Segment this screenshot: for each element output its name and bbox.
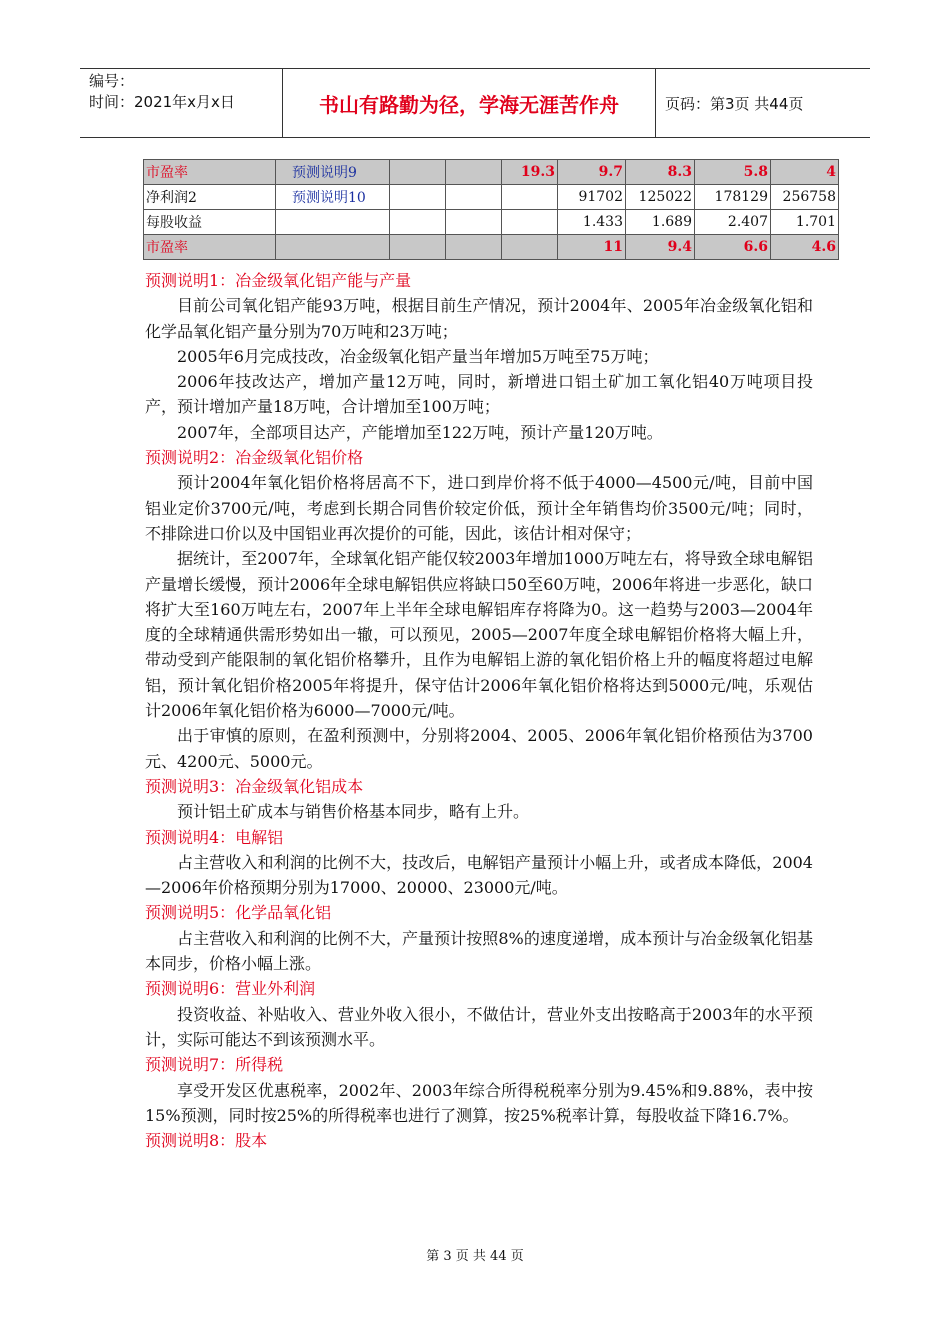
empty-cell — [390, 160, 446, 185]
empty-cell — [446, 160, 502, 185]
value-cell: 1.689 — [626, 210, 695, 235]
value-cell: 125022 — [626, 185, 695, 210]
value-cell: 4.6 — [771, 235, 839, 260]
document-body — [145, 268, 813, 1153]
page-footer: 第 3 页 共 44 页 — [426, 1249, 524, 1264]
empty-cell — [446, 185, 502, 210]
value-cell — [502, 235, 558, 260]
paragraph: 享受开发区优惠税率，2002年、2003年综合所得税税率分别为9.45%和9.88%，表中按15%预测，同时按25%的所得税率也进行了测算，按25%税率计算，每股收益下降16.7%。 — [145, 1080, 813, 1125]
page-number-label: 页码：第3页 共44页 — [665, 94, 804, 113]
section-heading: 预测说明7：所得税 — [145, 1055, 284, 1075]
value-cell: 9.4 — [626, 235, 695, 260]
table-row — [144, 185, 839, 210]
row-label: 市盈率 — [144, 160, 276, 185]
row-note — [276, 210, 390, 235]
paragraph: 预计铝土矿成本与销售价格基本同步，略有上升。 — [177, 802, 530, 822]
section-heading: 预测说明2：冶金级氧化铝价格 — [145, 448, 364, 468]
value-cell: 19.3 — [502, 160, 558, 185]
section-heading: 预测说明8：股本 — [145, 1131, 268, 1151]
table-row — [144, 235, 839, 260]
value-cell: 91702 — [558, 185, 626, 210]
table-row — [144, 160, 839, 185]
section-heading: 预测说明4：电解铝 — [145, 827, 284, 847]
empty-cell — [390, 210, 446, 235]
section-heading: 预测说明5：化学品氧化铝 — [145, 903, 332, 923]
paragraph: 目前公司氧化铝产能93万吨，根据目前生产情况，预计2004年、2005年冶金级氧化铝和化学品氧化铝产量分别为70万吨和23万吨； — [145, 296, 813, 341]
paragraph: 据统计，至2007年，全球氧化铝产能仅较2003年增加1000万吨左右，将导致全球电解铝产量增长缓慢，预计2006年全球电解铝供应将缺口50至60万吨，2006年将进一步恶化，缺口将扩大至160万吨左右，2007年上半年全球电解铝库存将降为0。这一趋势与2003—2004年度的全球精通供需形势如出一辙，可以预见，2005—2007年度全球电解铝价格将大幅上升，带动受到产能限制的氧化铝价格攀升，且作为电解铝上游的氧化铝价格上升的幅度将超过电解铝，预计氧化铝价格2005年将提升，保守估计2006年氧化铝价格将达到5000元/吨，乐观估计2006年氧化铝价格为6000—7000元/吨。 — [145, 549, 813, 721]
page-header — [80, 68, 870, 138]
value-cell: 11 — [558, 235, 626, 260]
paragraph: 出于审慎的原则，在盈利预测中，分别将2004、2005、2006年氧化铝价格预估为3700元、4200元、5000元。 — [145, 726, 813, 771]
row-note — [276, 235, 390, 260]
row-label: 每股收益 — [144, 210, 276, 235]
paragraph: 占主营收入和利润的比例不大，产量预计按照8%的速度递增，成本预计与冶金级氧化铝基本同步，价格小幅上涨。 — [145, 928, 813, 974]
value-cell: 256758 — [771, 185, 839, 210]
paragraph: 投资收益、补贴收入、营业外收入很小，不做估计，营业外支出按略高于2003年的水平预计，实际可能达不到该预测水平。 — [145, 1004, 813, 1049]
value-cell: 8.3 — [626, 160, 695, 185]
row-label: 市盈率 — [144, 235, 276, 260]
value-cell: 9.7 — [558, 160, 626, 185]
time-label: 时间：2021年x月x日 — [89, 93, 235, 111]
value-cell: 1.701 — [771, 210, 839, 235]
header-info — [80, 69, 283, 137]
value-cell: 1.433 — [558, 210, 626, 235]
code-label: 编号： — [89, 72, 135, 90]
value-cell: 4 — [771, 160, 839, 185]
table-row — [144, 210, 839, 235]
empty-cell — [446, 235, 502, 260]
paragraph: 2005年6月完成技改，冶金级氧化铝产量当年增加5万吨至75万吨； — [177, 346, 659, 366]
section-heading: 预测说明6：营业外利润 — [145, 979, 316, 999]
value-cell: 2.407 — [695, 210, 771, 235]
paragraph: 预计2004年氧化铝价格将居高不下，进口到岸价将不低于4000—4500元/吨，目前中国铝业定价3700元/吨，考虑到长期合同售价较定价低，预计全年销售均价3500元/吨；同时，不排除进口价以及中国铝业再次提价的可能，因此，该估计相对保守； — [145, 473, 813, 543]
section-heading: 预测说明1：冶金级氧化铝产能与产量 — [145, 271, 412, 290]
empty-cell — [390, 185, 446, 210]
row-label: 净利润2 — [144, 185, 276, 210]
header-motto: 书山有路勤为径，学海无涯苦作舟 — [283, 69, 656, 137]
value-cell: 6.6 — [695, 235, 771, 260]
empty-cell — [446, 210, 502, 235]
paragraph: 2007年，全部项目达产，产能增加至122万吨，预计产量120万吨。 — [177, 422, 663, 442]
empty-cell — [390, 235, 446, 260]
value-cell: 178129 — [695, 185, 771, 210]
row-note: 预测说明10 — [276, 185, 390, 210]
value-cell: 5.8 — [695, 160, 771, 185]
value-cell — [502, 185, 558, 210]
paragraph: 占主营收入和利润的比例不大，技改后，电解铝产量预计小幅上升，或者成本降低，2004—2006年价格预期分别为17000、20000、23000元/吨。 — [145, 852, 813, 898]
paragraph: 2006年技改达产，增加产量12万吨，同时，新增进口铝土矿加工氧化铝40万吨项目投产，预计增加产量18万吨，合计增加至100万吨； — [145, 372, 813, 417]
forecast-table — [143, 159, 839, 260]
value-cell — [502, 210, 558, 235]
row-note: 预测说明9 — [276, 160, 390, 185]
section-heading: 预测说明3：冶金级氧化铝成本 — [145, 776, 364, 796]
